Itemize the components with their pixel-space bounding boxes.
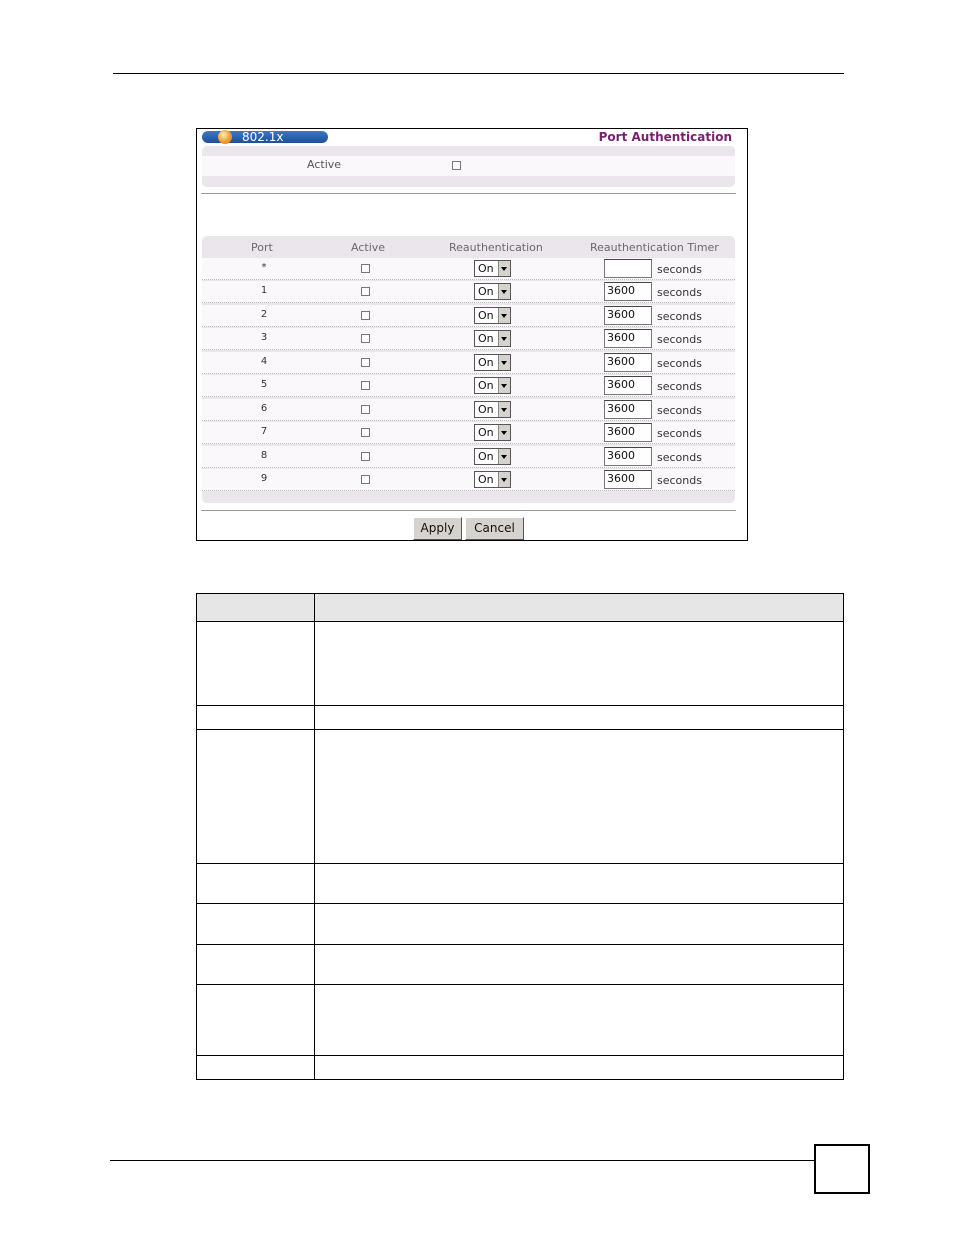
header-rule — [113, 73, 844, 74]
reauthentication-select[interactable] — [474, 283, 511, 300]
table-cell — [315, 622, 844, 706]
select-value: On — [478, 450, 494, 463]
select-value: On — [478, 285, 494, 298]
divider — [201, 193, 736, 194]
column-header-reauthentication: Reauthentication — [449, 241, 543, 254]
reauthentication-select[interactable] — [474, 424, 511, 441]
column-header-reauthentication-timer: Reauthentication Timer — [590, 241, 719, 254]
dropdown-arrow-icon[interactable] — [498, 355, 510, 370]
reauthentication-timer-input[interactable]: 3600 — [604, 329, 652, 348]
table-cell — [197, 622, 315, 706]
reauthentication-timer-input[interactable]: 3600 — [604, 447, 652, 466]
table-header-row — [197, 594, 844, 622]
port-authentication-panel — [196, 128, 748, 541]
table-row — [197, 945, 844, 985]
table-row — [202, 469, 735, 491]
table-cell — [197, 945, 315, 985]
table-row — [202, 446, 735, 468]
table-cell — [197, 985, 315, 1056]
select-value: On — [478, 426, 494, 439]
reauthentication-select[interactable] — [474, 448, 511, 465]
dropdown-arrow-icon[interactable] — [498, 284, 510, 299]
table-cell — [315, 985, 844, 1056]
timer-unit: seconds — [657, 380, 702, 393]
select-value: On — [478, 356, 494, 369]
cancel-button[interactable]: Cancel — [465, 517, 524, 540]
port-active-checkbox[interactable] — [361, 475, 370, 484]
timer-unit: seconds — [657, 427, 702, 440]
table-row — [202, 399, 735, 421]
dropdown-arrow-icon[interactable] — [498, 402, 510, 417]
reauthentication-timer-input[interactable] — [604, 259, 652, 278]
port-active-checkbox[interactable] — [361, 287, 370, 296]
table-row — [197, 622, 844, 706]
port-number: 6 — [260, 403, 268, 414]
table-row — [197, 904, 844, 945]
table-cell — [315, 904, 844, 945]
table-cell — [197, 730, 315, 864]
reauthentication-select[interactable] — [474, 260, 511, 277]
table-cell — [315, 864, 844, 904]
global-active-label: Active — [307, 158, 342, 171]
table-row — [197, 1056, 844, 1080]
table-row — [202, 375, 735, 397]
dropdown-arrow-icon[interactable] — [498, 425, 510, 440]
reauthentication-timer-input[interactable]: 3600 — [604, 470, 652, 489]
port-active-checkbox[interactable] — [361, 405, 370, 414]
table-row — [202, 281, 735, 303]
port-number: 7 — [260, 426, 268, 437]
footer-rule — [110, 1160, 814, 1161]
port-active-checkbox[interactable] — [361, 264, 370, 273]
port-active-checkbox[interactable] — [361, 311, 370, 320]
header-cell — [197, 594, 315, 622]
dropdown-arrow-icon[interactable] — [498, 449, 510, 464]
port-active-checkbox[interactable] — [361, 334, 370, 343]
timer-unit: seconds — [657, 263, 702, 276]
page-number-box — [814, 1144, 870, 1194]
reauthentication-select[interactable] — [474, 377, 511, 394]
dropdown-arrow-icon[interactable] — [498, 472, 510, 487]
timer-unit: seconds — [657, 333, 702, 346]
table-cell — [315, 1056, 844, 1080]
global-active-checkbox[interactable] — [452, 161, 461, 170]
port-active-checkbox[interactable] — [361, 428, 370, 437]
reauthentication-select[interactable] — [474, 354, 511, 371]
timer-unit: seconds — [657, 286, 702, 299]
reauthentication-select[interactable] — [474, 307, 511, 324]
tab-802-1x[interactable] — [202, 131, 328, 143]
dropdown-arrow-icon[interactable] — [498, 378, 510, 393]
table-row — [202, 305, 735, 327]
dropdown-arrow-icon[interactable] — [498, 331, 510, 346]
reauthentication-timer-input[interactable]: 3600 — [604, 423, 652, 442]
timer-unit: seconds — [657, 310, 702, 323]
tab-label: 802.1x — [242, 130, 284, 144]
reauthentication-timer-input[interactable]: 3600 — [604, 376, 652, 395]
global-active-row — [202, 156, 735, 176]
table-cell — [315, 945, 844, 985]
table-row — [202, 258, 735, 280]
table-row — [197, 730, 844, 864]
select-value: On — [478, 403, 494, 416]
timer-unit: seconds — [657, 451, 702, 464]
port-active-checkbox[interactable] — [361, 452, 370, 461]
orange-ball-icon — [218, 130, 232, 144]
timer-unit: seconds — [657, 474, 702, 487]
select-value: On — [478, 309, 494, 322]
table-row — [202, 422, 735, 444]
reauthentication-timer-input[interactable]: 3600 — [604, 353, 652, 372]
reauthentication-select[interactable] — [474, 401, 511, 418]
reauthentication-timer-input[interactable]: 3600 — [604, 306, 652, 325]
column-header-active: Active — [351, 241, 386, 254]
timer-unit: seconds — [657, 357, 702, 370]
page-title: Port Authentication — [598, 130, 732, 144]
port-number: 2 — [260, 309, 268, 320]
port-active-checkbox[interactable] — [361, 358, 370, 367]
table-row — [197, 985, 844, 1056]
port-number: 3 — [260, 332, 268, 343]
port-number: 9 — [260, 473, 268, 484]
column-header-port: Port — [251, 241, 273, 254]
dropdown-arrow-icon[interactable] — [498, 261, 510, 276]
port-number: * — [261, 262, 267, 273]
reauthentication-timer-input[interactable]: 3600 — [604, 282, 652, 301]
port-number: 5 — [260, 379, 268, 390]
port-number: 8 — [260, 450, 268, 461]
table-row — [197, 864, 844, 904]
reauthentication-timer-input[interactable]: 3600 — [604, 400, 652, 419]
port-active-checkbox[interactable] — [361, 381, 370, 390]
header-cell — [315, 594, 844, 622]
select-value: On — [478, 262, 494, 275]
select-value: On — [478, 473, 494, 486]
table-row — [202, 352, 735, 374]
select-value: On — [478, 379, 494, 392]
table-cell — [197, 864, 315, 904]
select-value: On — [478, 332, 494, 345]
port-number: 4 — [260, 356, 268, 367]
reauthentication-select[interactable] — [474, 330, 511, 347]
divider — [201, 510, 736, 511]
field-description-table — [196, 593, 844, 1080]
table-row — [197, 706, 844, 730]
dropdown-arrow-icon[interactable] — [498, 308, 510, 323]
table-cell — [197, 904, 315, 945]
table-cell — [197, 1056, 315, 1080]
table-cell — [197, 706, 315, 730]
timer-unit: seconds — [657, 404, 702, 417]
apply-button[interactable]: Apply — [413, 517, 462, 540]
reauthentication-select[interactable] — [474, 471, 511, 488]
port-number: 1 — [260, 285, 268, 296]
table-row — [202, 328, 735, 350]
table-cell — [315, 706, 844, 730]
table-cell — [315, 730, 844, 864]
